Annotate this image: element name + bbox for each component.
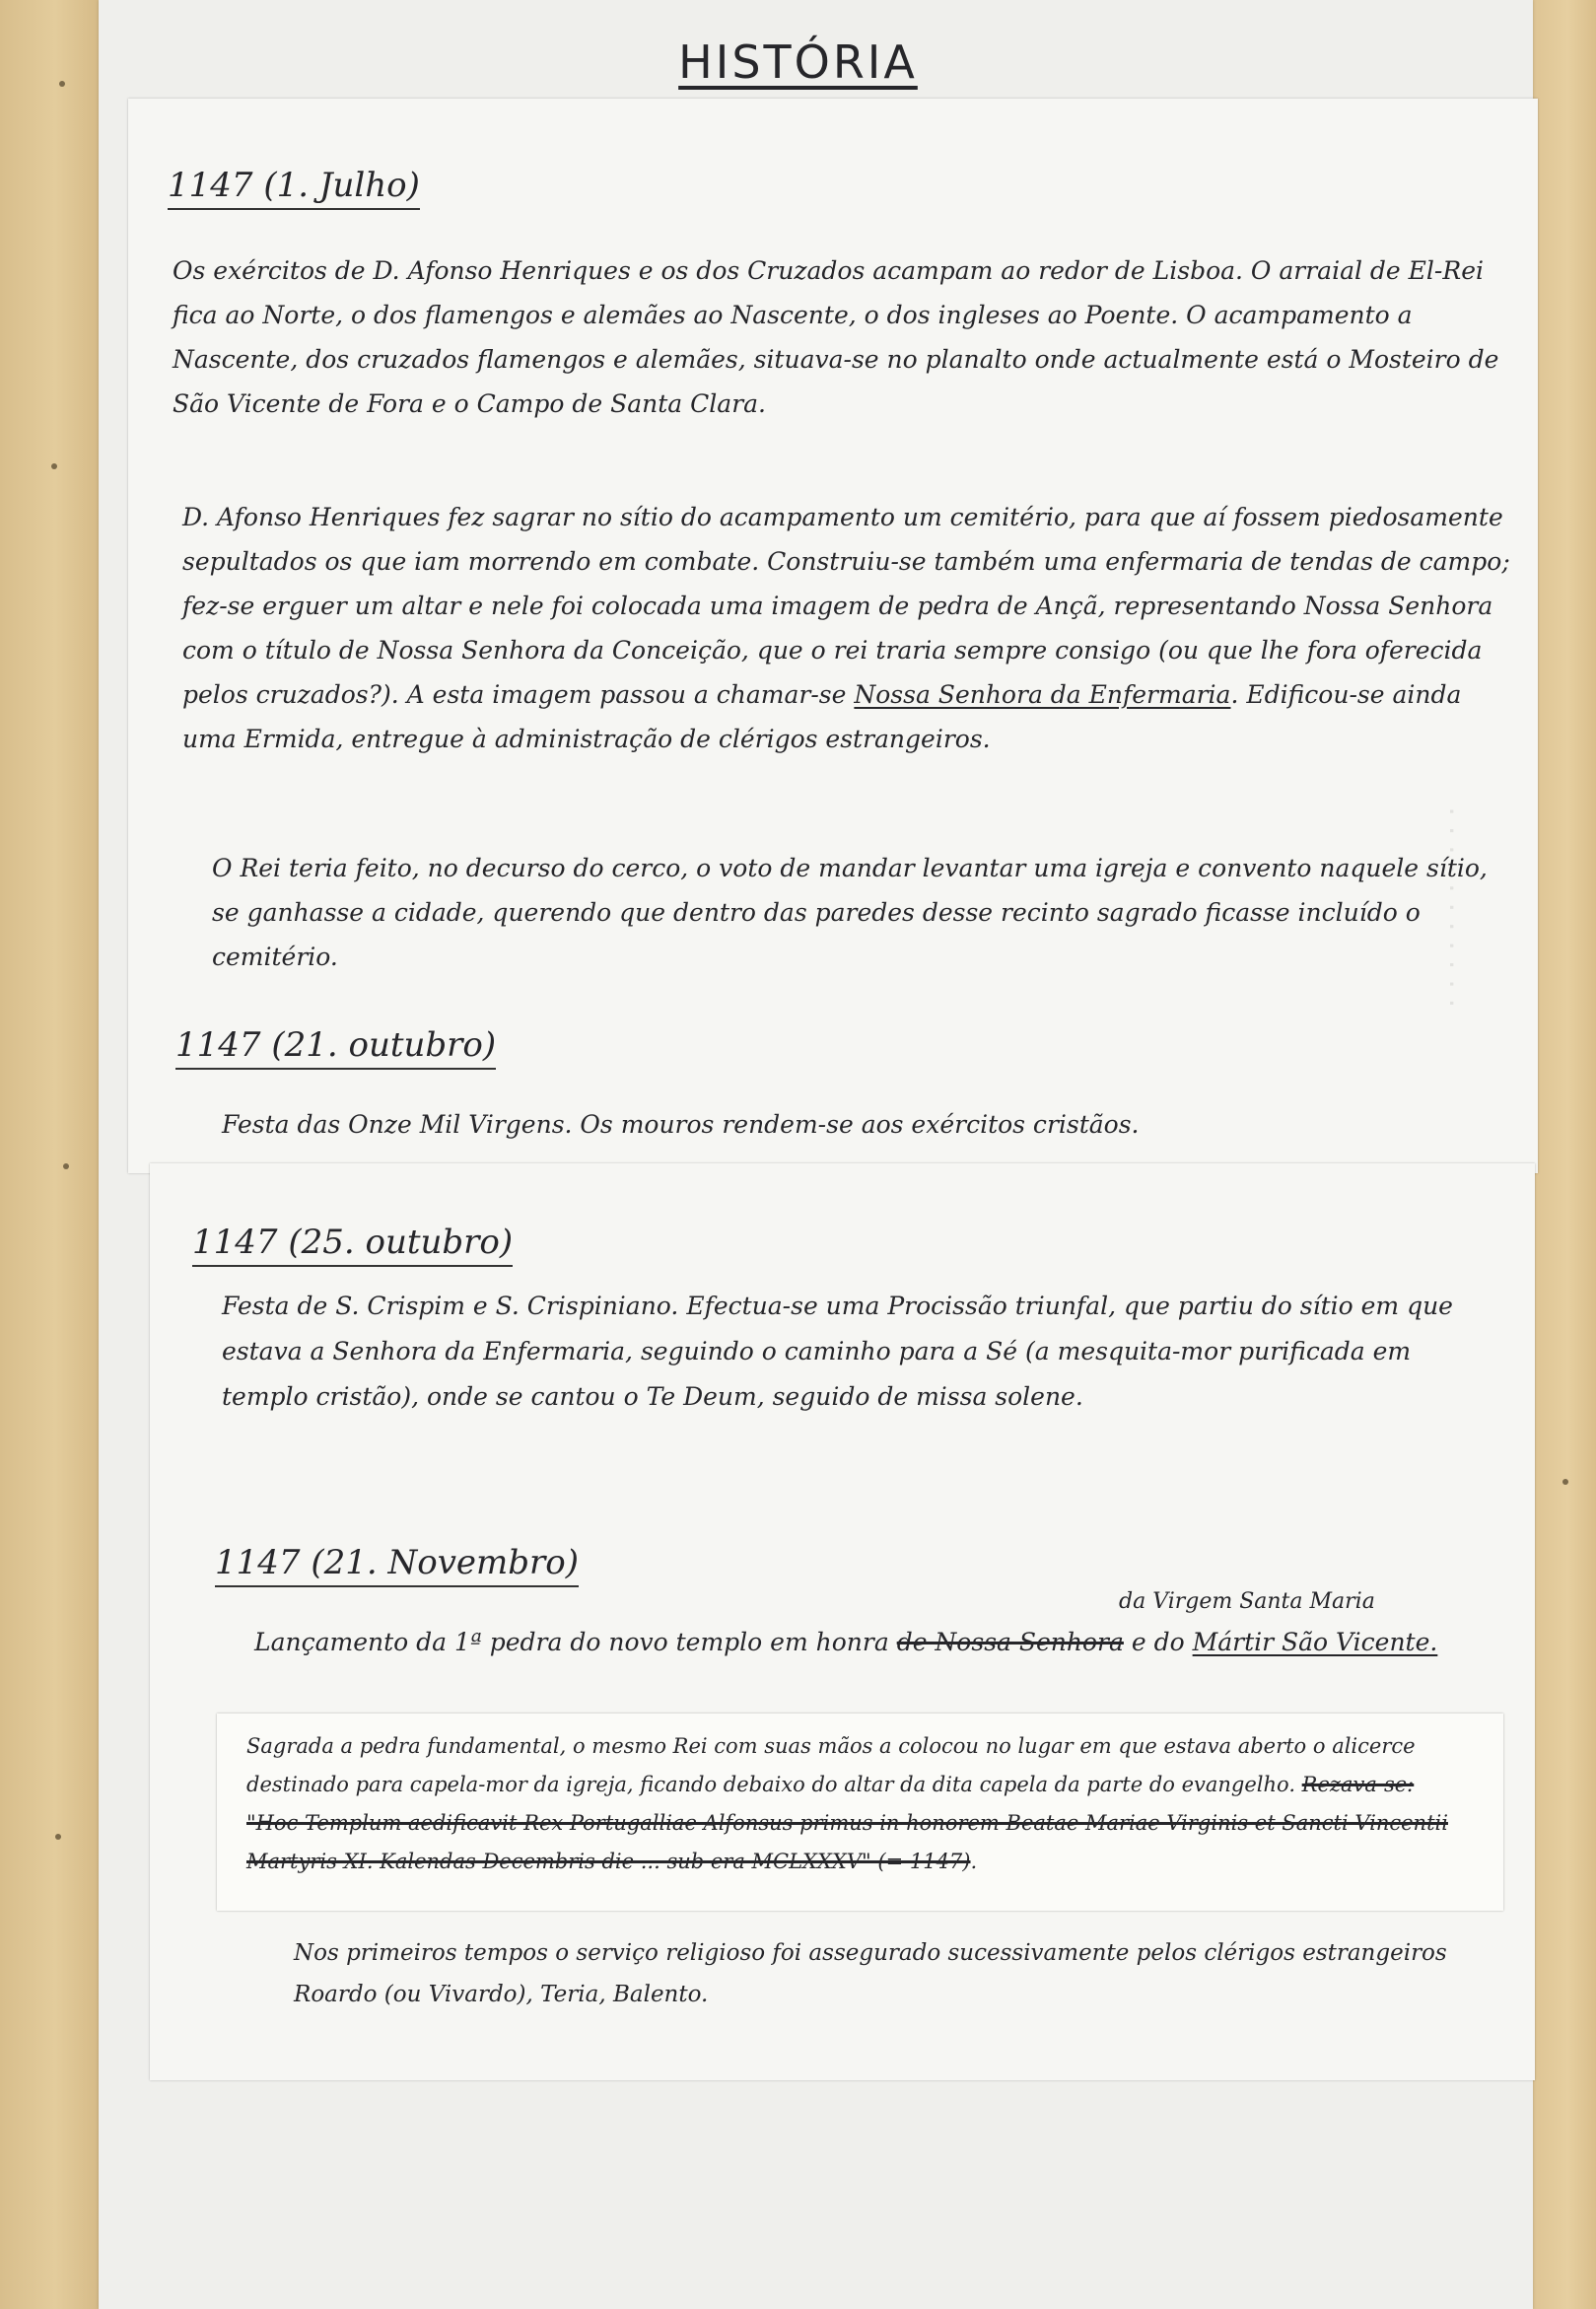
section-date: 1147 (1. Julho) xyxy=(168,166,420,210)
tack-hole xyxy=(63,1163,69,1169)
section-paragraph xyxy=(254,1620,1477,1664)
section-paragraph: Nos primeiros tempos o serviço religioso foi assegurado sucessivamente pelos clérigos estrangeiros Roardo (ou Vivardo), Teria, Balento. xyxy=(294,1940,1447,2007)
paragraph-text: e do xyxy=(1123,1628,1193,1656)
paragraph-text: Lançamento da 1ª pedra do novo templo em honra xyxy=(254,1628,897,1656)
section-paragraph: Os exércitos de D. Afonso Henriques e os dos Cruzados acampam ao redor de Lisboa. O arraial de El-Rei fica ao Norte, o dos flamengos e alemães ao Nascente, o dos ingleses ao Poente. O acampamento a Nascente, dos cruzados flamengos e alemães, situava-se no planalto onde actualmente está o Mosteiro de São Vicente de Fora e o Campo de Santa Clara. xyxy=(173,256,1499,418)
left-backing-strip xyxy=(0,0,110,2309)
tack-hole xyxy=(55,1834,61,1840)
paragraph-text: Sagrada a pedra fundamental, o mesmo Rei com suas mãos a colocou no lugar em que estava aberto o alicerce destinado para capela-mor da igreja, ficando debaixo do altar da dita capela da parte do evangelho. xyxy=(246,1734,1416,1796)
section-date: 1147 (21. outubro) xyxy=(175,1025,496,1070)
page-title: HISTÓRIA xyxy=(678,35,918,89)
underlined-term: Mártir São Vicente. xyxy=(1192,1628,1438,1656)
struck-text: de Nossa Senhora xyxy=(896,1628,1124,1656)
section-date: 1147 (21. Novembro) xyxy=(215,1543,579,1587)
show-through-text: · · · · · · · · · · · xyxy=(1439,808,1464,1011)
underlined-term: Nossa Senhora da Enfermaria xyxy=(854,680,1231,709)
section-paragraph xyxy=(182,495,1523,761)
struck-text: Rezava-se: "Hoc Templum aedificavit Rex Portugalliae Alfonsus primus in honorem Beatae Mariae Virginis et Sancti Vincentii Martyris XI. Kalendas Decembris die ... sub era MCLXXXV" (= 1147) xyxy=(246,1773,1448,1873)
paragraph-text: . Edificou-se ainda uma Ermida, entregue à administração de clérigos estrangeiros. xyxy=(182,680,1462,753)
tack-hole xyxy=(51,463,57,469)
section-paragraph: Festa das Onze Mil Virgens. Os mouros rendem-se aos exércitos cristãos. xyxy=(222,1110,1140,1139)
inserted-text: da Virgem Santa Maria xyxy=(1119,1589,1375,1614)
pasted-note xyxy=(217,1714,1503,1911)
section-paragraph: Festa de S. Crispim e S. Crispiniano. Efectua-se uma Procissão triunfal, que partiu do sítio em que estava a Senhora da Enfermaria, seguindo o caminho para a Sé (a mesquita-mor purificada em templo cristão), onde se cantou o Te Deum, seguido de missa solene. xyxy=(222,1292,1453,1411)
pasted-note-text xyxy=(246,1727,1469,1881)
paragraph-text: D. Afonso Henriques fez sagrar no sítio do acampamento um cemitério, para que aí fossem piedosamente sepultados os que iam morrendo em combate. Construiu-se também uma enfermaria de tendas de campo; fez-se erguer um altar e nele foi colocada uma imagem de pedra de Ançã, representando Nossa Senhora com o título de Nossa Senhora da Conceição, que o rei traria sempre consigo (ou que lhe fora oferecida pelos cruzados?). A esta imagem passou a chamar-se xyxy=(182,503,1510,709)
section-paragraph: O Rei teria feito, no decurso do cerco, o voto de mandar levantar uma igreja e convento naquele sítio, se ganhasse a cidade, querendo que dentro das paredes desse recinto sagrado ficasse incluído o cemitério. xyxy=(212,854,1488,971)
paragraph-text: . xyxy=(970,1850,978,1873)
tack-hole xyxy=(1562,1479,1568,1485)
section-date: 1147 (25. outubro) xyxy=(192,1223,513,1267)
